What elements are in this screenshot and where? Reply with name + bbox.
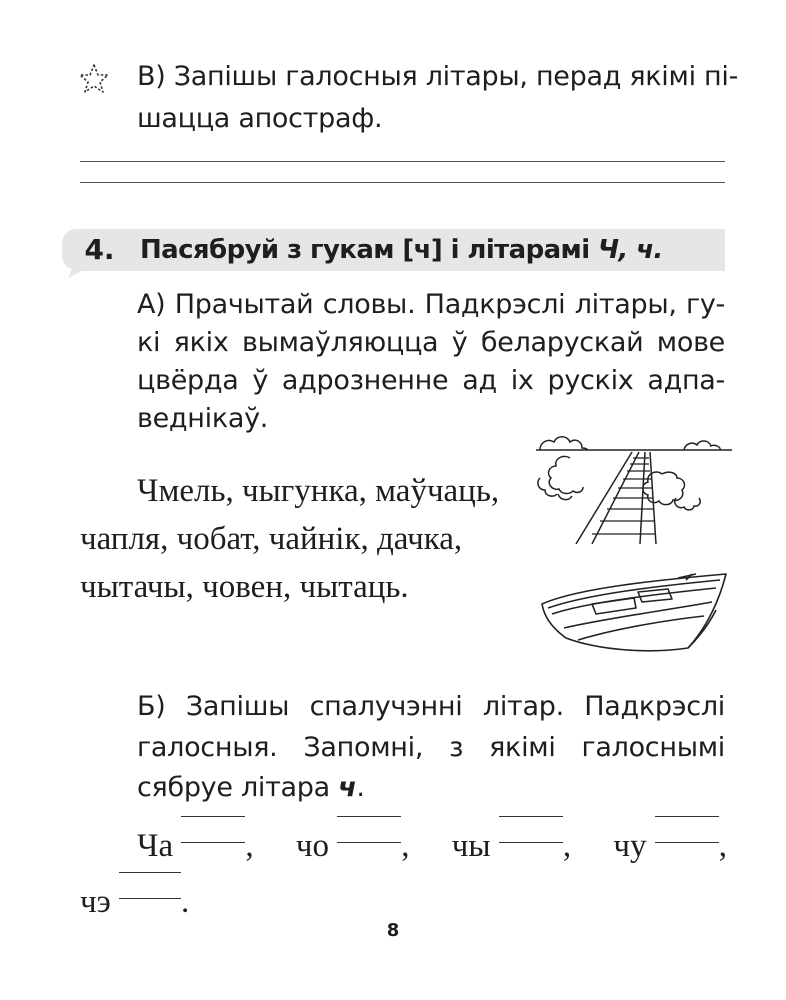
part-v-line-1: В) Запішы галосныя літары, перад якімі пі- <box>137 61 739 92</box>
syllable-item <box>452 812 571 872</box>
answer-blank-chu[interactable] <box>655 812 719 856</box>
task-title-text: Пасябруй з гукам [ч] і літарамі <box>140 235 598 265</box>
page-number: 8 <box>386 920 400 941</box>
answer-blank-cha[interactable] <box>181 812 245 856</box>
comma: , <box>401 828 410 864</box>
task-number: 4. <box>84 233 115 266</box>
task-header <box>62 229 725 271</box>
part-b-line-3-end: . <box>356 772 365 803</box>
comma: , <box>562 828 572 864</box>
part-b-line-3 <box>137 767 365 809</box>
syllable-item <box>613 812 727 872</box>
syllable-cho: чо <box>295 828 329 864</box>
answer-blank-chy[interactable] <box>499 812 563 856</box>
part-v-line-2: шацца апостраф. <box>137 103 383 134</box>
task-title <box>140 229 663 271</box>
answer-blank-cho[interactable] <box>337 812 401 856</box>
answer-line-1[interactable] <box>80 161 725 162</box>
boat-illustration <box>538 568 730 658</box>
syllable-cha: Ча <box>137 828 174 864</box>
syllable-item <box>296 812 410 872</box>
syllable-chu: чу <box>613 828 647 864</box>
railway-illustration <box>536 434 732 544</box>
word-line-3: чытачы, човен, чытаць. <box>80 569 409 605</box>
syllable-che: чэ <box>80 884 111 920</box>
part-a-line-1: А) Прачытай словы. Падкрэслі літары, гу- <box>137 289 725 320</box>
part-a-line-2: кі якіх вымаўляюцца ў беларускай мове <box>137 327 725 358</box>
part-a-line-3: цвёрда ў адрозненне ад іх рускіх адпа- <box>137 365 725 396</box>
word-line-2: чапля, чобат, чайнік, дачка, <box>80 521 463 557</box>
syllable-chy: чы <box>451 828 491 864</box>
comma: , <box>245 828 254 864</box>
syllable-row-1 <box>137 812 727 872</box>
syllable-row-2 <box>80 868 189 928</box>
period: . <box>181 884 190 920</box>
part-b-line-1: Б) Запішы спалучэнні літар. Падкрэслі <box>137 691 725 722</box>
star-icon <box>78 63 110 95</box>
part-b-line-3-text: сябруе літара <box>137 772 339 803</box>
answer-line-2[interactable] <box>80 182 725 183</box>
task-title-letters: Ч, ч. <box>597 235 663 265</box>
comma: , <box>718 828 727 864</box>
word-line-1: Чмель, чыгунка, маўчаць, <box>137 473 500 509</box>
letter-ch: ч <box>338 772 357 803</box>
part-a-line-4: веднікаў. <box>137 403 269 434</box>
answer-blank-che[interactable] <box>119 868 181 912</box>
syllable-item <box>137 812 254 872</box>
part-b-line-2: галосныя. Запомні, з якімі галоснымі <box>137 732 725 763</box>
